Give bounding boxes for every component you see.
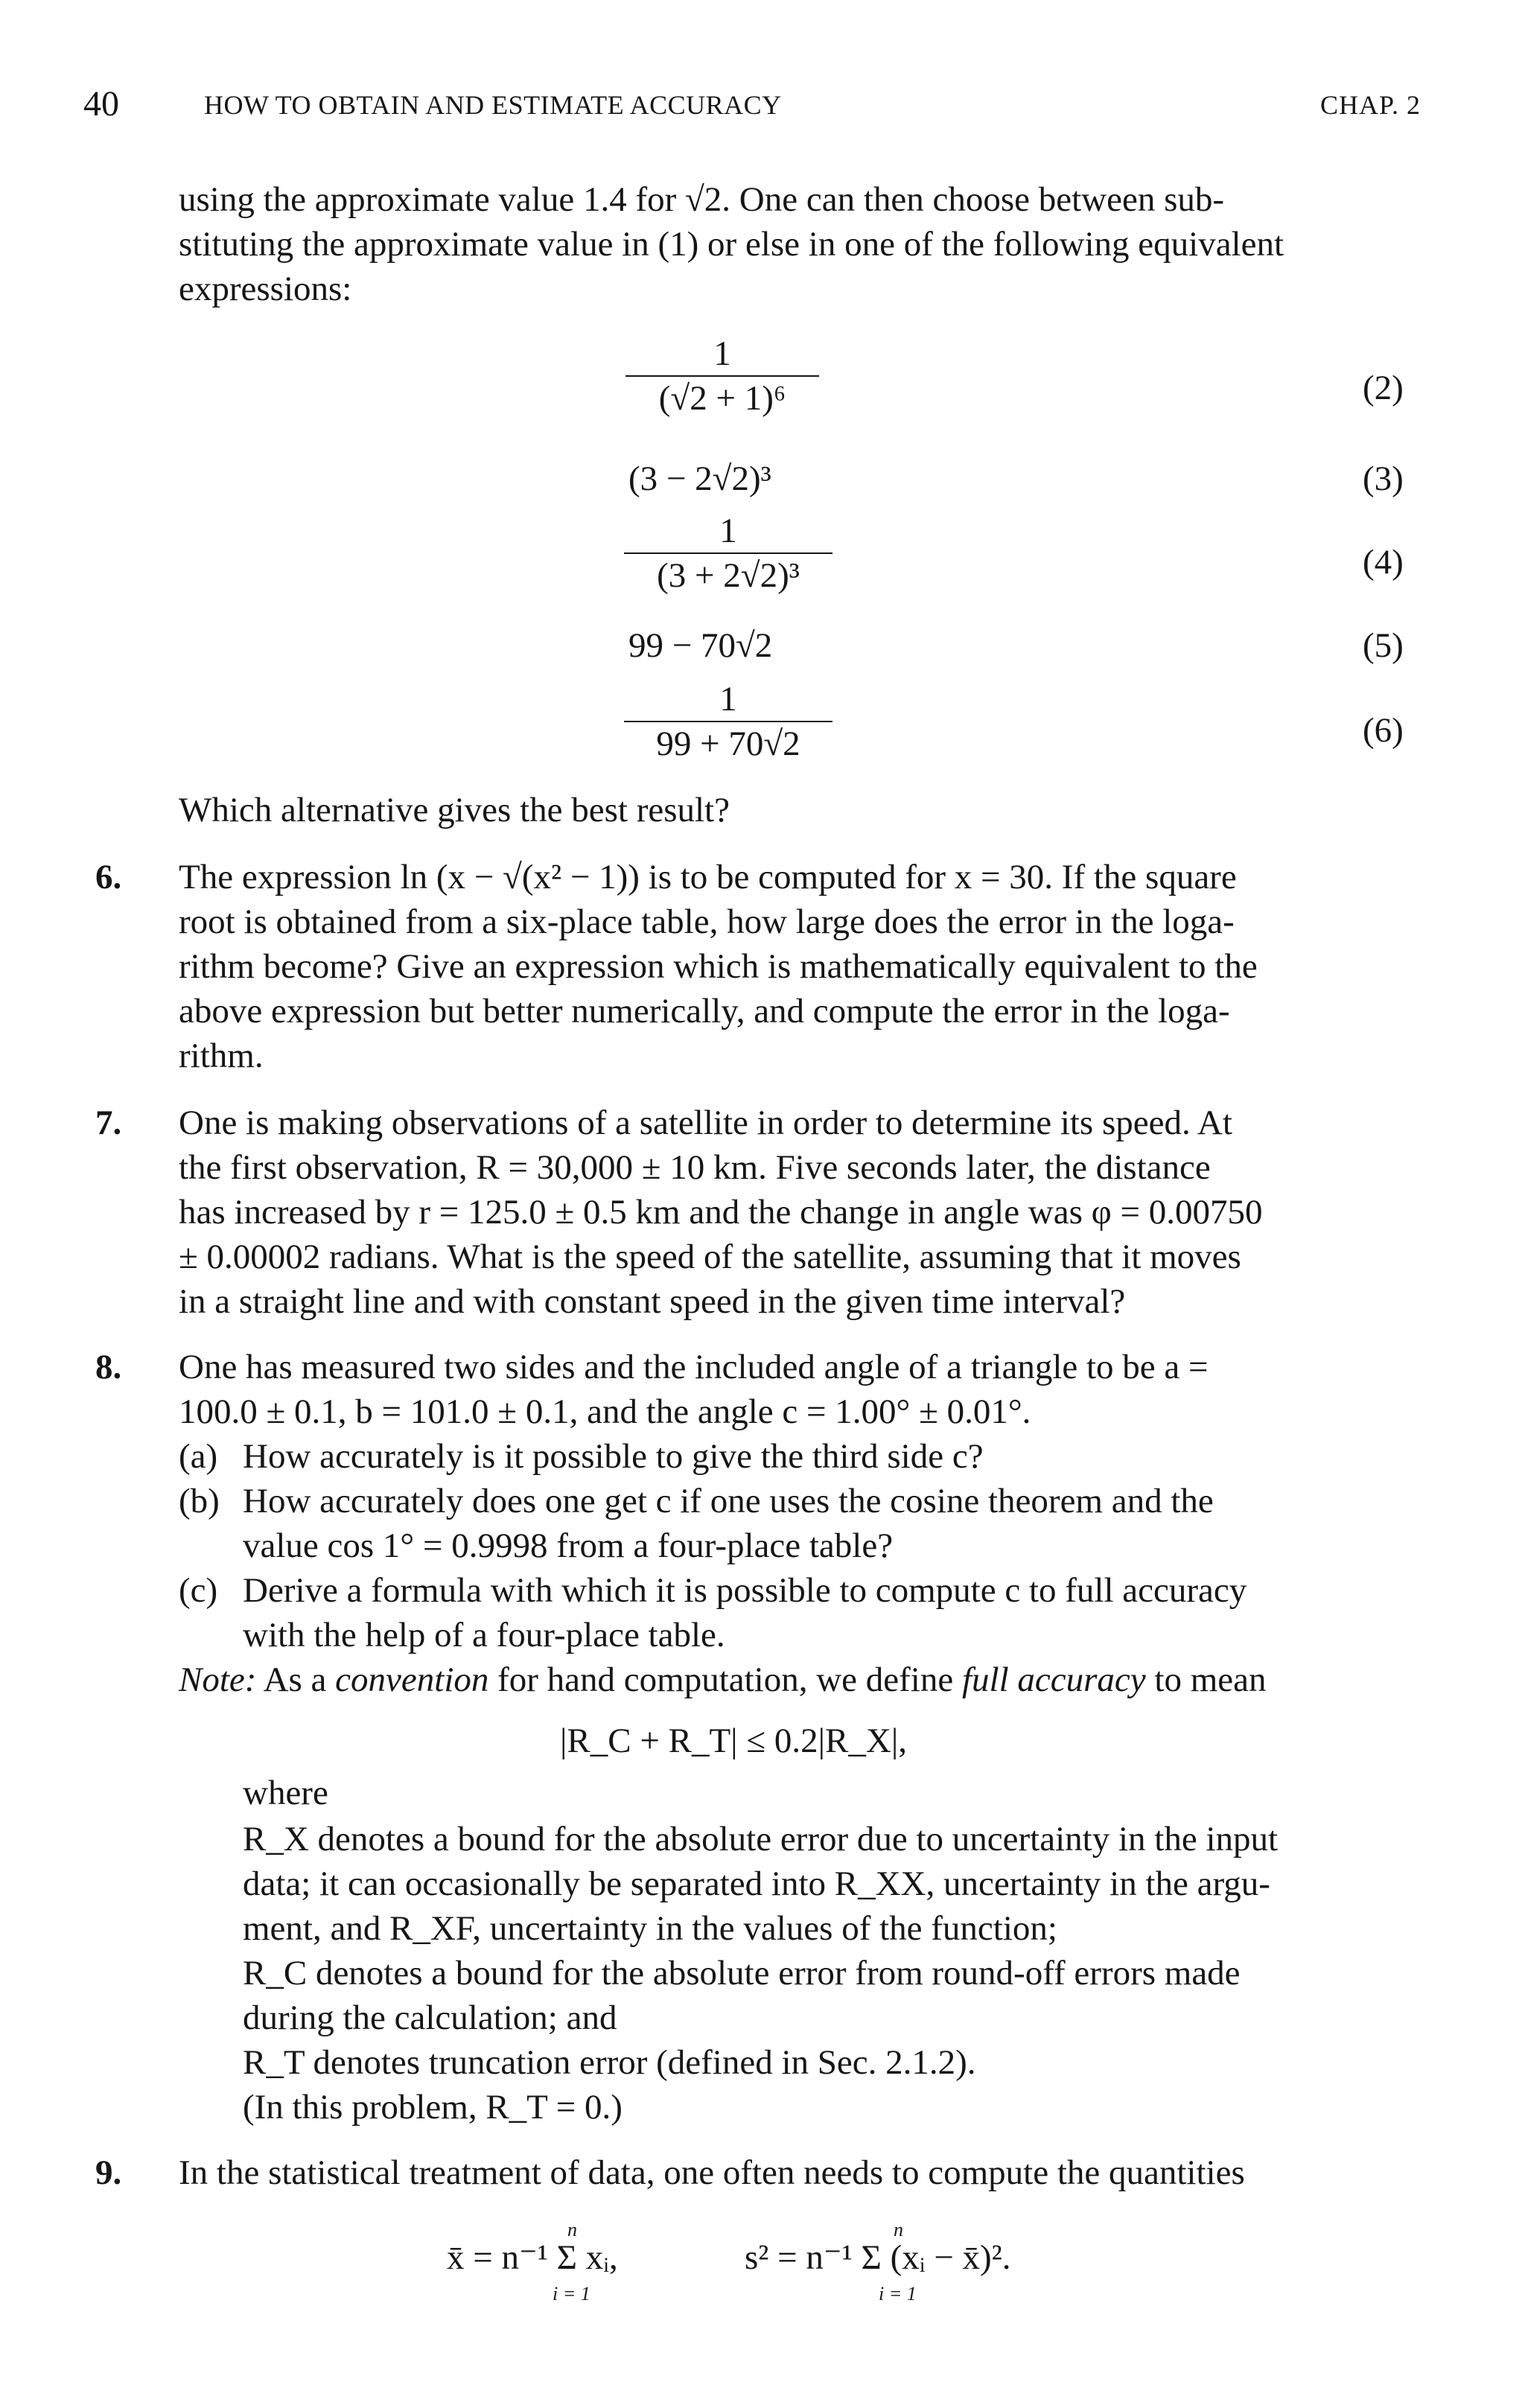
problem-6-line: root is obtained from a six-place table, how large does the error in the loga- <box>179 902 1235 941</box>
part-c-label: (c) <box>179 1571 218 1610</box>
definition-line: R_X denotes a bound for the absolute error due to uncertainty in the input <box>243 1820 1279 1858</box>
definition-line: during the calculation; and <box>243 1998 617 2037</box>
equation-6-numerator: 1 <box>719 680 737 719</box>
problem-9-number: 9. <box>95 2153 122 2192</box>
equation-4-label: (4) <box>1363 543 1404 582</box>
problem-7-line: the first observation, R = 30,000 ± 10 km. Five seconds later, the distance <box>179 1148 1211 1187</box>
part-a-text: How accurately is it possible to give the third side c? <box>243 1437 984 1476</box>
problem-6-line: above expression but better numerically, and compute the error in the loga- <box>179 992 1230 1031</box>
problem-8-line: 100.0 ± 0.1, b = 101.0 ± 0.1, and the angle c = 1.00° ± 0.01°. <box>179 1392 1031 1431</box>
part-b-text: How accurately does one get c if one uses the cosine theorem and the <box>243 1482 1214 1520</box>
note-label: Note: <box>179 1660 257 1699</box>
sum-upper-limit: n <box>894 2219 903 2240</box>
definition-line: data; it can occasionally be separated into R_XX, uncertainty in the argu- <box>243 1864 1270 1903</box>
part-b-text: value cos 1° = 0.9998 from a four-place table? <box>243 1526 894 1565</box>
variance-formula: s² = n⁻¹ Σ (xᵢ − x̄)². <box>745 2238 1011 2277</box>
running-title: HOW TO OBTAIN AND ESTIMATE ACCURACY <box>204 90 782 120</box>
mean-formula: x̄ = n⁻¹ Σ xᵢ, <box>447 2238 618 2277</box>
where-label: where <box>243 1774 328 1812</box>
equation-2-label: (2) <box>1363 369 1404 407</box>
definition-line: ment, and R_XF, uncertainty in the values of the function; <box>243 1909 1057 1948</box>
problem-6-line: The expression ln (x − √(x² − 1)) is to be computed for x = 30. If the square <box>179 858 1237 896</box>
note-convention: convention <box>335 1660 489 1699</box>
problem-9-line: In the statistical treatment of data, one often needs to compute the quantities <box>179 2153 1245 2192</box>
chapter-label: CHAP. 2 <box>1319 90 1421 120</box>
note-line <box>179 1657 1421 1702</box>
note-text: for hand computation, we define <box>488 1660 962 1699</box>
sum-upper-limit: n <box>567 2219 577 2240</box>
definition-line: (In this problem, R_T = 0.) <box>243 2088 623 2127</box>
part-c-text: Derive a formula with which it is possible to compute c to full accuracy <box>243 1571 1247 1610</box>
problem-8-line: One has measured two sides and the included angle of a triangle to be a = <box>179 1348 1209 1386</box>
part-c-text: with the help of a four-place table. <box>243 1616 725 1654</box>
part-a-label: (a) <box>179 1437 218 1476</box>
equation-6 <box>624 678 832 765</box>
equation-2-numerator: 1 <box>713 334 731 373</box>
problem-7-line: has increased by r = 125.0 ± 0.5 km and the change in angle was φ = 0.00750 <box>179 1193 1263 1232</box>
note-text: to mean <box>1145 1660 1267 1699</box>
intro-line-1: using the approximate value 1.4 for √2. One can then choose between sub- <box>179 180 1225 219</box>
page-number: 40 <box>83 84 119 124</box>
sum-lower-limit: i = 1 <box>553 2283 590 2305</box>
problem-7-line: in a straight line and with constant speed in the given time interval? <box>179 1282 1126 1321</box>
equation-3: (3 − 2√2)³ <box>628 459 771 498</box>
sum-lower-limit: i = 1 <box>879 2283 917 2305</box>
equation-2 <box>625 332 819 420</box>
equation-4 <box>624 509 832 597</box>
problem-8-number: 8. <box>95 1348 122 1386</box>
equation-5-label: (5) <box>1363 626 1404 665</box>
part-b-label: (b) <box>179 1482 220 1520</box>
problem-6-number: 6. <box>95 858 122 896</box>
intro-line-2: stituting the approximate value in (1) or else in one of the following equivalent <box>179 225 1284 264</box>
problem-7-line: One is making observations of a satellite in order to determine its speed. At <box>179 1103 1232 1142</box>
problem-7-line: ± 0.00002 radians. What is the speed of the satellite, assuming that it moves <box>179 1238 1241 1276</box>
equation-3-label: (3) <box>1363 459 1404 498</box>
equation-4-denominator: (3 + 2√2)³ <box>657 556 800 595</box>
definition-line: R_C denotes a bound for the absolute error from round-off errors made <box>243 1954 1241 1993</box>
accuracy-condition: |R_C + R_T| ≤ 0.2|R_X|, <box>560 1721 907 1760</box>
problem-7-number: 7. <box>95 1103 122 1142</box>
equation-2-denominator: (√2 + 1)⁶ <box>658 379 786 418</box>
note-text: As a <box>256 1660 336 1699</box>
problem-6-line: rithm become? Give an expression which is mathematically equivalent to the <box>179 947 1258 986</box>
running-header <box>83 83 1421 131</box>
definition-line: R_T denotes truncation error (defined in Sec. 2.1.2). <box>243 2043 976 2082</box>
equation-4-numerator: 1 <box>719 512 737 550</box>
note-full-accuracy: full accuracy <box>961 1660 1146 1699</box>
intro-line-3: expressions: <box>179 270 352 308</box>
problem-6-line: rithm. <box>179 1036 264 1075</box>
equation-6-label: (6) <box>1363 711 1404 750</box>
equation-6-denominator: 99 + 70√2 <box>656 724 800 763</box>
equation-5: 99 − 70√2 <box>628 626 773 665</box>
question-5-end: Which alternative gives the best result? <box>179 791 730 829</box>
